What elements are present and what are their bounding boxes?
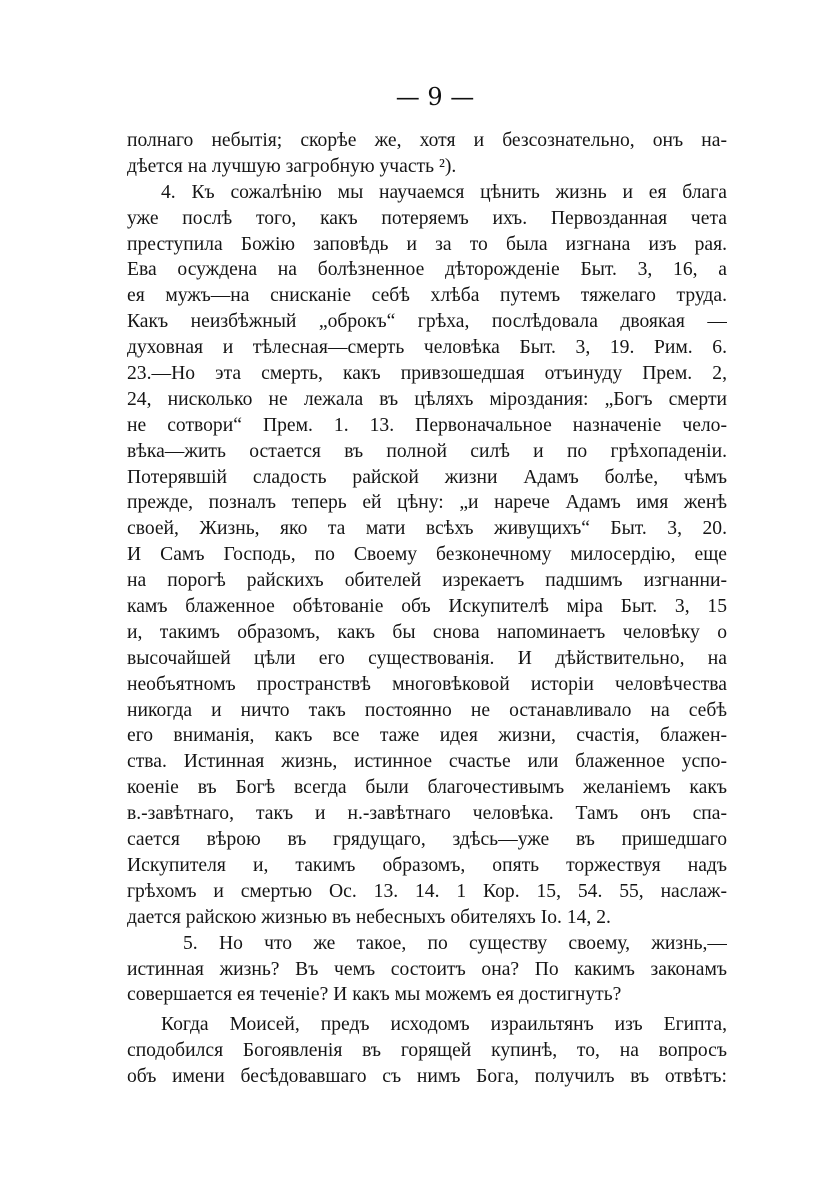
- paragraph-start-5: 5. Но что же такое, по существу своему, жизнь,—: [183, 932, 727, 954]
- text-line: никогда и ничто такъ постоянно не останавливало на себѣ: [127, 699, 727, 721]
- text-line: совершается ея теченіе? И какъ мы можемъ ея достигнуть?: [127, 984, 622, 1006]
- text-line: его вниманія, какъ все таже идея жизни, счастія, блажен-: [127, 725, 727, 747]
- text-line: Искупителя и, такимъ образомъ, опять торжествуя надъ: [127, 854, 727, 876]
- text-line: Потерявшій сладость райской жизни Адамъ болѣе, чѣмъ: [127, 466, 727, 488]
- text-line: уже послѣ того, какъ потеряемъ ихъ. Первозданная чета: [127, 207, 727, 229]
- text-line: грѣхомъ и смертью Ос. 13. 14. 1 Кор. 15, 54. 55, наслаж-: [127, 880, 727, 902]
- text-line: истинная жизнь? Въ чемъ состоитъ она? По какимъ законамъ: [127, 958, 727, 980]
- text-line: И Самъ Господь, по Своему безконечному милосердію, еще: [127, 544, 727, 566]
- paragraph-start: Когда Моисей, предъ исходомъ израильтянъ изъ Египта,: [161, 1014, 727, 1036]
- text-line: полнаго небытія; скорѣе же, хотя и безсознательно, онъ на-: [127, 130, 727, 151]
- text-line: коеніе въ Богѣ всегда были благочестивымъ желаніемъ какъ: [127, 777, 727, 799]
- text-line: на порогѣ райскихъ обителей изрекаетъ падшимъ изгнанни-: [127, 570, 727, 592]
- text-line: необъятномъ пространствѣ многовѣковой исторіи человѣчества: [127, 673, 727, 695]
- page-number: — 9 —: [395, 83, 475, 111]
- text-line: дѣется на лучшую загробную участь ²).: [127, 155, 457, 177]
- text-line: сподобился Богоявленія въ горящей купинѣ, то, на вопросъ: [127, 1040, 727, 1062]
- text-line: дается райскою жизнью въ небесныхъ обителяхъ Іо. 14, 2.: [127, 906, 611, 928]
- text-line: вѣка—жить остается въ полной силѣ и по грѣхопаденіи.: [127, 440, 727, 462]
- text-line: Какъ неизбѣжный „оброкъ“ грѣха, послѣдовала двоякая —: [127, 311, 727, 333]
- body-text: [127, 128, 727, 1090]
- text-line: сается вѣрою въ грядущаго, здѣсь—уже въ пришедшаго: [127, 829, 727, 851]
- text-line: своей, Жизнь, яко та мати всѣхъ живущихъ“ Быт. 3, 20.: [127, 518, 727, 540]
- text-line: духовная и тѣлесная—смерть человѣка Быт. 3, 19. Рим. 6.: [127, 337, 727, 359]
- text-line: и, такимъ образомъ, какъ бы снова напоминаетъ человѣку о: [127, 621, 727, 643]
- text-line: прежде, позналъ теперь ей цѣну: „и нарече Адамъ имя женѣ: [127, 492, 727, 514]
- text-line: объ имени бесѣдовавшаго съ нимъ Бога, получилъ въ отвѣтъ:: [127, 1066, 727, 1088]
- text-line: 24, нисколько не лежала въ цѣляхъ міроздания: „Богъ смерти: [127, 388, 727, 410]
- text-line: ства. Истинная жизнь, истинное счастье или блаженное успо-: [127, 751, 727, 773]
- text-line: не сотвори“ Прем. 1. 13. Первоначальное назначеніе чело-: [127, 414, 727, 436]
- text-line: ея мужъ—на снисканіе себѣ хлѣба путемъ тяжелаго труда.: [127, 285, 727, 307]
- text-line: 23.—Но эта смерть, какъ привзошедшая отъинуду Прем. 2,: [127, 363, 727, 385]
- text-line: в.-завѣтнаго, такъ и н.-завѣтнаго человѣка. Тамъ онъ спа-: [127, 803, 727, 825]
- paragraph-start-4: 4. Къ сожалѣнію мы научаемся цѣнить жизнь и ея блага: [161, 181, 727, 203]
- text-line: высочайшей цѣли его существованія. И дѣйствительно, на: [127, 647, 727, 669]
- text-line: Ева осуждена на болѣзненное дѣторожденіе Быт. 3, 16, а: [127, 259, 727, 281]
- text-line: преступила Божію заповѣдь и за то была изгнана изъ рая.: [127, 233, 727, 255]
- text-line: камъ блаженное обѣтованіе объ Искупителѣ міра Быт. 3, 15: [127, 596, 727, 618]
